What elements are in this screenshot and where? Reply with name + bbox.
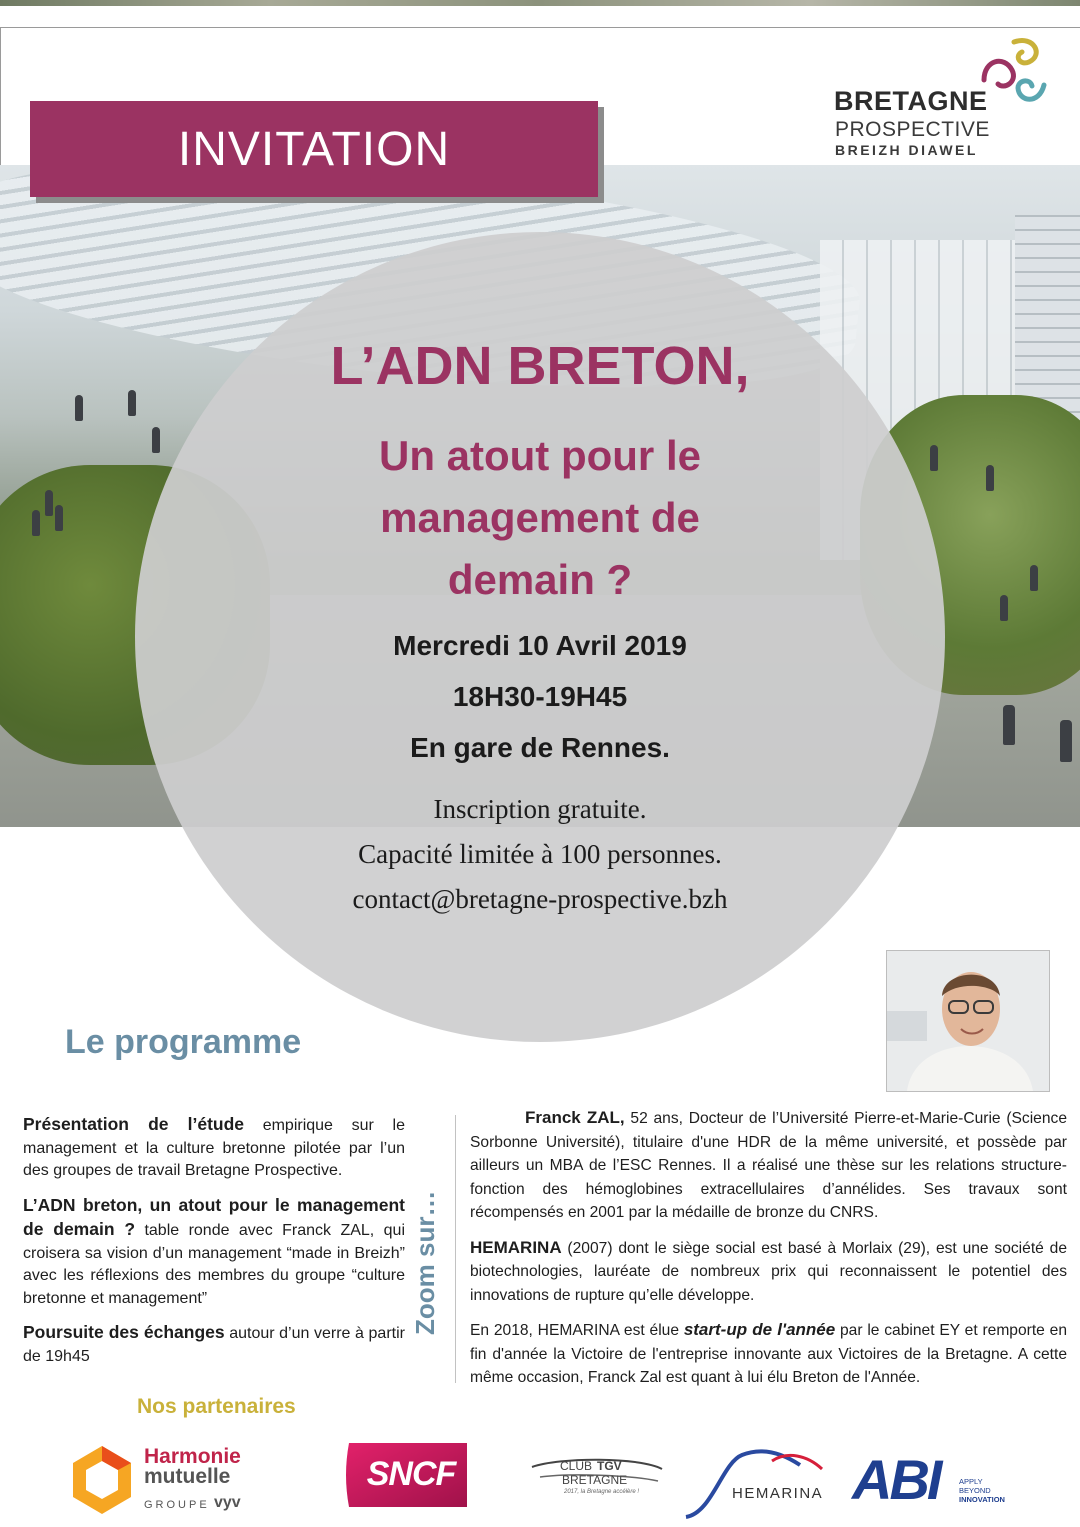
event-details [0, 620, 1080, 773]
event-contact-email[interactable]: contact@bretagne-prospective.bzh [352, 884, 728, 914]
event-info [0, 787, 1080, 922]
tgv-text: TGV [597, 1459, 622, 1473]
programme-item-title: Présentation de l’étude [23, 1114, 245, 1134]
hemarina-text: HEMARINA [732, 1485, 824, 1502]
zoom-paragraph [470, 1318, 1067, 1390]
zoom-text [470, 1106, 1067, 1401]
abi-tagline-line: INNOVATION [959, 1495, 1005, 1504]
abi-logo[interactable] [852, 1447, 1017, 1519]
event-subtitle [0, 425, 1080, 611]
column-divider [455, 1115, 456, 1383]
top-border [0, 27, 1080, 28]
harmonie-mutuelle-logo[interactable] [68, 1443, 258, 1523]
logo-line-2: PROSPECTIVE [835, 118, 990, 141]
top-photo-strip [0, 0, 1080, 6]
programme-item [23, 1113, 405, 1183]
hemarina-wave-icon [682, 1443, 832, 1521]
vyv-text: vyv [214, 1494, 241, 1511]
event-subtitle-line: management de [380, 494, 700, 541]
photo-person [75, 395, 83, 421]
programme-item-text: autour d’un verre à partir de 19h45 [23, 1325, 405, 1365]
zoom-paragraph [470, 1236, 1067, 1308]
logo-line-3: BREIZH DIAWEL [835, 142, 978, 158]
left-border [0, 27, 1, 167]
sncf-text: SNCF [366, 1455, 456, 1493]
company-name: HEMARINA [470, 1237, 562, 1257]
award-highlight: start-up de l'année [683, 1320, 836, 1339]
club-text: CLUB [560, 1459, 593, 1473]
logo-line-1: BRETAGNE [834, 86, 988, 116]
speaker-name: Franck ZAL, [525, 1108, 625, 1127]
event-capacity: Capacité limitée à 100 personnes. [358, 839, 722, 869]
speaker-bio: 52 ans, Docteur de l’Université Pierre-et-Marie-Curie (Science Sorbonne Université), titulaire d'une HDR de la même université, et possède par ailleurs un MBA de l’ESC Rennes. Il a réalisé une thèse sur les relations structure-fonction des hémoglobines extracellulaires d’annélides. Ses travaux sont récompensés en 2001 par la médaille de bronze du CNRS. [470, 1110, 1067, 1221]
abi-text: ABI [852, 1448, 940, 1511]
tgv-tagline: 2017, la Bretagne accélère ! [564, 1489, 640, 1495]
hemarina-logo[interactable] [682, 1443, 832, 1521]
bretagne-prospective-logo [834, 30, 1054, 160]
abi-tagline [959, 1477, 1005, 1504]
event-subtitle-line: demain ? [447, 556, 633, 603]
event-inscription: Inscription gratuite. [433, 794, 647, 824]
programme-item-title: Poursuite des échanges [23, 1322, 225, 1342]
invitation-banner [30, 101, 598, 197]
zoom-paragraph [470, 1106, 1067, 1225]
award-text: par le cabinet EY et remporte en fin d'année la Victoire de l'entreprise innovante aux Victoires de la Bretagne. A cette même occasion, Franck Zal est quant à lui élu Breton de l'Année. [470, 1322, 1067, 1386]
bretagne-text: BRETAGNE [562, 1473, 628, 1487]
programme-item-title: L’ADN breton, un atout pour le management de demain ? [23, 1194, 405, 1239]
mutuelle-text: mutuelle [144, 1465, 231, 1488]
harmonie-text: Harmonie [144, 1445, 241, 1468]
event-date: Mercredi 10 Avril 2019 [393, 630, 687, 661]
club-tgv-logo[interactable] [530, 1455, 665, 1505]
abi-tagline-line: APPLY [959, 1477, 983, 1486]
programme-title: Le programme [65, 1023, 302, 1061]
programme-item-text: table ronde avec Franck ZAL, qui croisera sa vision d’un management “made in Breizh” avec les réflexions des membres du groupe “culture bretonne et management” [23, 1222, 405, 1307]
abi-tagline-line: BEYOND [959, 1486, 991, 1495]
programme-item [23, 1194, 405, 1311]
sncf-logo[interactable] [343, 1441, 473, 1509]
event-title: L’ADN BRETON, [330, 336, 750, 396]
zoom-label: Zoom sur… [410, 1190, 440, 1335]
groupe-text: GROUPE [144, 1499, 210, 1511]
event-place: En gare de Rennes. [410, 732, 670, 763]
speaker-portrait [886, 950, 1050, 1092]
partner-logos [0, 1435, 1080, 1525]
programme-item-text: empirique sur le management et la culture bretonne pilotée par l’un des groupes de travail Bretagne Prospective. [23, 1117, 405, 1179]
company-description: (2007) dont le siège social est basé à Morlaix (29), est une société de biotechnologies, lauréate de nombreux prix qui reconnaissent le potentiel des innovations de rupture qu’elle développe. [470, 1239, 1067, 1304]
award-text: En 2018, HEMARINA est élue [470, 1322, 684, 1339]
programme-item [23, 1321, 405, 1368]
hexagon-icon [68, 1443, 136, 1517]
partners-title: Nos partenaires [137, 1395, 296, 1418]
programme-list [23, 1113, 405, 1379]
event-subtitle-line: Un atout pour le [379, 432, 701, 479]
invitation-label: INVITATION [177, 122, 451, 176]
event-time: 18H30-19H45 [452, 681, 628, 712]
